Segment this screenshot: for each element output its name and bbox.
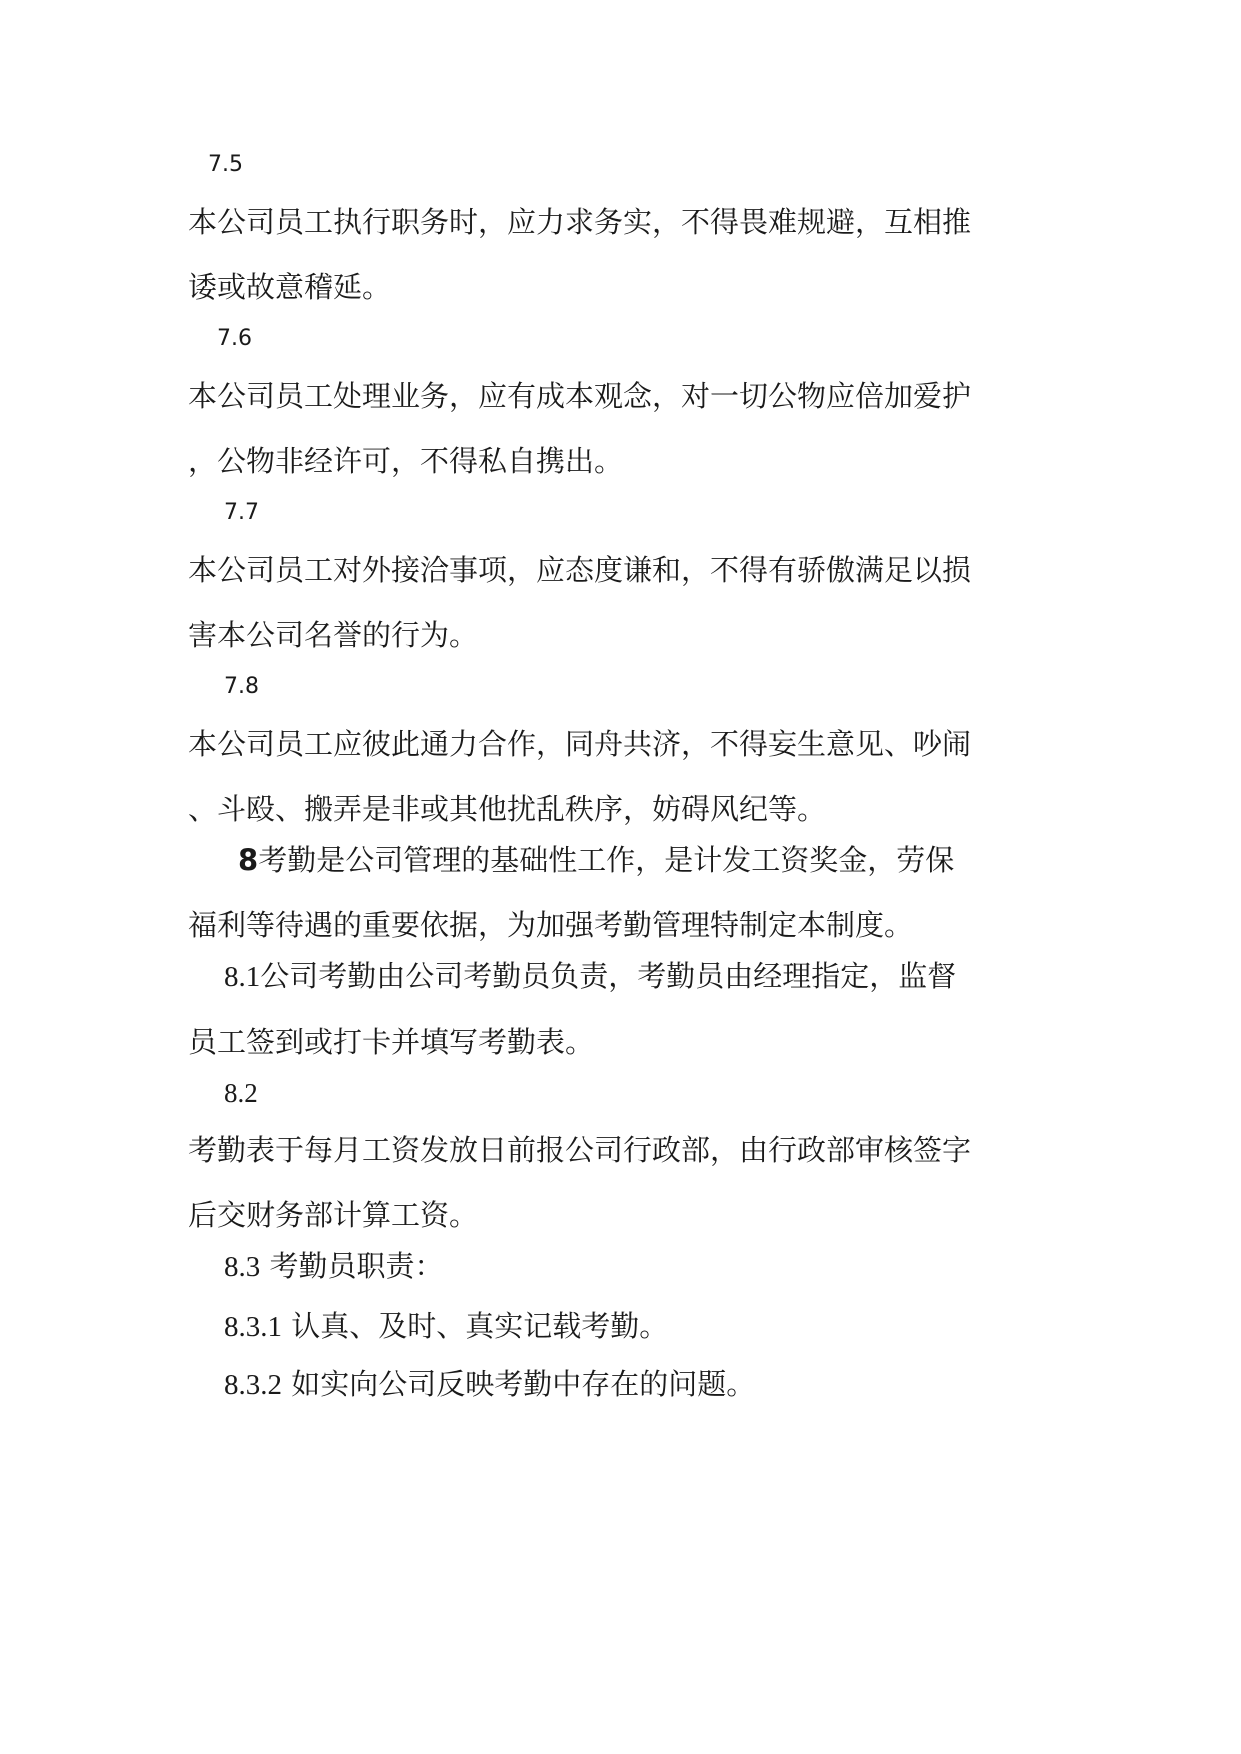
section-number-8-1: 8.1 — [224, 961, 261, 993]
section-8-3-2-line: 如实向公司反映考勤中存在的问题。 — [291, 1367, 756, 1401]
section-7-5-line-1: 本公司员工执行职务时，应力求务实，不得畏难规避，互相推 — [188, 205, 972, 239]
section-8-1-line-2: 员工签到或打卡并填写考勤表。 — [188, 1025, 595, 1059]
section-8-1-line-1 — [188, 944, 1058, 1010]
section-8-line-2: 福利等待遇的重要依据，为加强考勤管理特制定本制度。 — [188, 908, 914, 942]
section-7-8-line-2: 、斗殴、搬弄是非或其他扰乱秩序，妨碍风纪等。 — [188, 792, 827, 826]
section-8-2-text — [188, 1118, 1058, 1248]
section-8-3-text — [188, 1234, 1058, 1300]
section-number-8-2: 8.2 — [224, 1078, 258, 1108]
section-7-7-line-2: 害本公司名誉的行为。 — [188, 618, 479, 652]
section-8-line-1-text: 考勤是公司管理的基础性工作，是计发工资奖金，劳保 — [258, 843, 955, 877]
section-8-3-line: 考勤员职责： — [269, 1249, 444, 1283]
section-7-5-line-2: 诿或故意稽延。 — [188, 270, 392, 304]
section-number-7-6: 7.6 — [217, 326, 252, 351]
section-number-7-8: 7.8 — [224, 674, 259, 699]
section-8-1-text — [188, 944, 1058, 1075]
section-number-7-5: 7.5 — [208, 152, 243, 177]
section-7-6-text — [188, 364, 1058, 494]
section-7-5-text — [188, 190, 1058, 320]
section-8-3-2-text — [188, 1352, 1058, 1418]
section-7-6-line-1: 本公司员工处理业务，应有成本观念，对一切公物应倍加爱护 — [188, 379, 972, 413]
section-8-text — [188, 828, 1058, 958]
section-8-line-1 — [188, 828, 1058, 893]
section-8-3-1-text — [188, 1294, 1058, 1360]
section-8-3-1-line: 认真、及时、真实记载考勤。 — [291, 1309, 669, 1343]
section-7-6-line-2: ，公物非经许可，不得私自携出。 — [188, 444, 624, 478]
section-number-8-3-2: 8.3.2 — [224, 1369, 282, 1401]
section-number-7-7: 7.7 — [224, 500, 259, 525]
section-number-8-3-1: 8.3.1 — [224, 1311, 282, 1343]
section-8-2-line-1: 考勤表于每月工资发放日前报公司行政部，由行政部审核签字 — [188, 1133, 972, 1167]
section-8-2-line-2: 后交财务部计算工资。 — [188, 1198, 479, 1232]
section-7-7-text — [188, 538, 1058, 668]
section-7-8-line-1: 本公司员工应彼此通力合作，同舟共济，不得妄生意见、吵闹 — [188, 727, 972, 761]
section-7-7-line-1: 本公司员工对外接洽事项，应态度谦和，不得有骄傲满足以损 — [188, 553, 972, 587]
section-7-8-text — [188, 712, 1058, 842]
section-number-8-3: 8.3 — [224, 1251, 261, 1283]
section-8-1-line-1-text: 公司考勤由公司考勤员负责，考勤员由经理指定，监督 — [260, 959, 957, 993]
section-number-8: 8 — [238, 843, 259, 877]
